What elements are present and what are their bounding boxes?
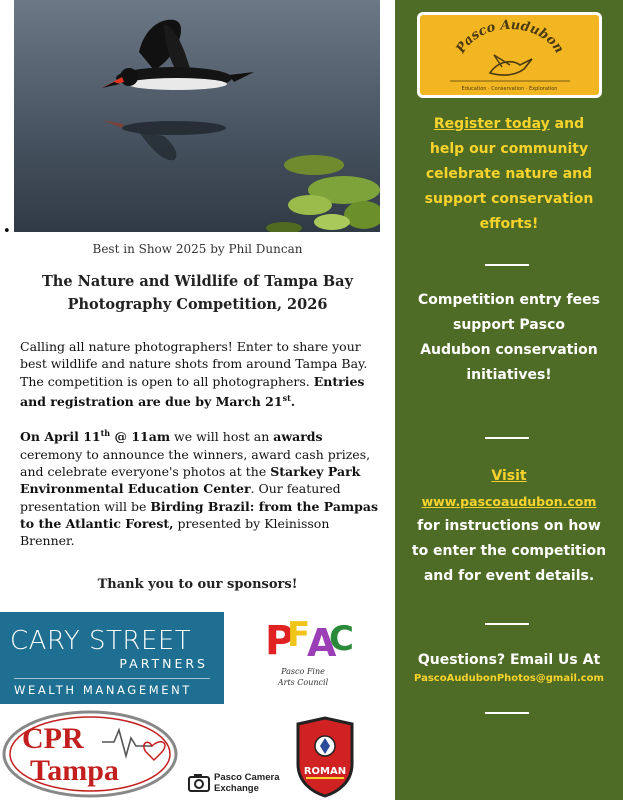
black-skimmer-photo-image [14,0,380,232]
cary-street-partners-logo [0,612,224,704]
divider-4 [485,712,529,714]
cary-wealth: WEALTH MANAGEMENT [14,683,192,697]
pasco-camera-exchange-logo [188,771,288,799]
website-link[interactable]: www.pascoaudubon.com [421,494,597,509]
event-title [0,270,395,316]
roman-word: ROMAN [303,766,347,777]
roman-shield-icon [294,716,356,798]
title-line-2: Photography Competition, 2026 [67,296,328,313]
ceremony-awards: awards [273,429,323,445]
pfac-subtitle [273,666,333,688]
venue-name: Starkey Park Environmental Education Center [20,464,361,497]
pasco-audubon-logo [417,12,602,98]
svg-text:Pasco Audubon [453,18,566,57]
divider-3 [485,623,529,625]
logo-name: Pasco Audubon [453,17,567,57]
sponsors-heading: Thank you to our sponsors! [97,577,298,592]
ceremony-text-1: we will host an [170,429,274,445]
svg-text:P: P [265,618,295,664]
audubon-bird-emblem-icon [420,15,599,95]
svg-text:F: F [287,615,311,655]
visit-link[interactable]: Visit [491,468,527,484]
title-line-1: The Nature and Wildlife of Tampa Bay [42,273,353,290]
ceremony-text-3: . Our featured presentation will be [20,481,341,514]
cpr-tampa-logo [2,708,180,800]
svg-text:A: A [307,621,337,665]
deadline-suffix: st [282,392,291,403]
register-text: help our community celebrate nature and support conservation efforts! [424,141,594,232]
register-and: and [549,116,585,132]
cpr-tampa-emblem-icon [2,708,180,800]
presentation-title: Birding Brazil: from the Pampas to the Atlantic Forest, [20,498,379,531]
right-panel [395,0,623,800]
cary-partners: PARTNERS [119,656,208,671]
logo-tagline: Education · Conservation · Exploration [461,86,558,92]
photo-caption: Best in Show 2025 by Phil Duncan [92,242,303,256]
divider-2 [485,437,529,439]
pfac-sub-2: Arts Council [277,678,329,687]
event-description [20,338,382,565]
tampa-word: Tampa [30,754,119,787]
ceremony-date: On April 11 [20,429,101,445]
camera-text [214,772,279,794]
pfac-sub-1: Pasco Fine [281,667,325,676]
register-link[interactable]: Register today [433,116,550,132]
camera-icon [188,772,210,794]
roman-shield-logo [294,716,356,798]
presenter-text: presented by Kleinisson Brenner. [20,515,330,549]
svg-text:C: C [329,619,354,659]
divider-1 [485,264,529,266]
cary-name: CARY STREET [10,626,192,656]
fees-text: Competition entry fees support Pasco Audubon conservation initiatives! [418,292,600,383]
questions-heading: Questions? Email Us At [417,652,601,668]
intro-text: Calling all nature photographers! Enter to share your best wildlife and nature shots from around Tampa Bay. The competition is open to all photographers. [20,339,368,389]
intro-paragraph [20,338,382,410]
cary-divider [14,678,210,679]
bird-photo [14,0,380,232]
pfac-letters-icon [263,608,363,666]
contact-email[interactable]: PascoAudubonPhotos@gmail.com [414,673,604,684]
visit-text: for instructions on how to enter the competition and for event details. [411,518,607,584]
ceremony-time: @ 11am [110,429,171,445]
cpr-word: CPR [22,722,84,755]
ceremony-paragraph [20,425,382,549]
deadline-period: . [290,394,296,410]
list-bullet: • [3,224,11,239]
visit-block [395,464,623,589]
deadline-text: Entries and registration are due by March 21 [20,373,365,410]
ceremony-date-suffix: th [100,428,111,439]
camera-line-1: Pasco Camera [214,772,280,783]
pasco-fine-arts-council-logo [263,608,363,694]
camera-line-2: Exchange [214,783,259,794]
ceremony-text-2: ceremony to announce the winners, award cash prizes, and celebrate everyone's photos at the [20,446,371,480]
register-block [395,112,623,237]
